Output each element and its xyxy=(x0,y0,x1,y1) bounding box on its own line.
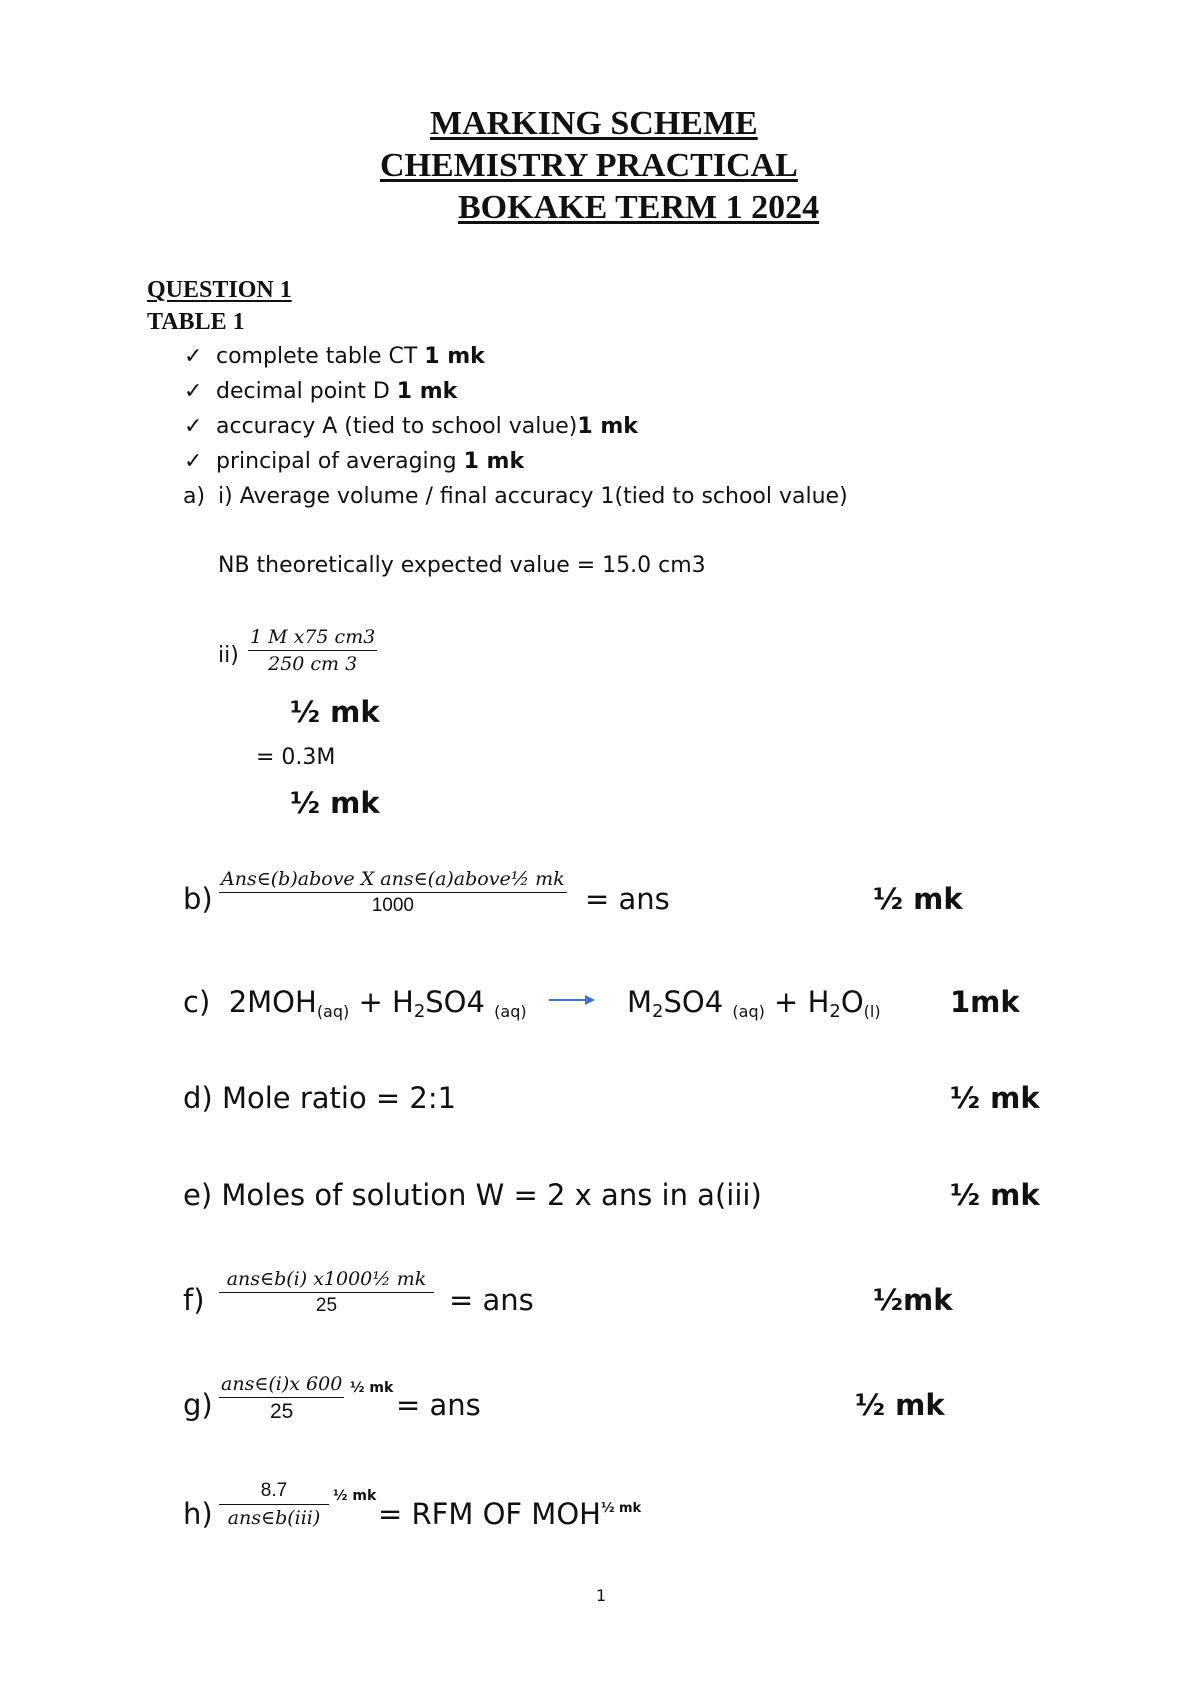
part-g-rhs: = ans xyxy=(396,1388,481,1422)
fraction-denominator: ans∈b(iii) xyxy=(227,1507,321,1529)
question-label: QUESTION 1 xyxy=(147,277,292,303)
part-d-mark: ½ mk xyxy=(950,1081,1040,1115)
fraction-denominator: 250 cm 3 xyxy=(268,653,358,675)
reactants: $2MOH_{(aq)} + H_2SO4$ $_{(aq)}$ xyxy=(228,985,527,1022)
part-b-rhs: = ans xyxy=(585,882,670,916)
part-a-nb: NB theoretically expected value = 15.0 cm3 xyxy=(218,553,706,578)
part-g-fraction xyxy=(219,1373,344,1424)
fraction-denominator: 1000 xyxy=(371,895,414,916)
part-a-label: a) xyxy=(183,484,206,509)
checklist-item: ✓ complete table CT 1 mk xyxy=(184,344,485,369)
fraction-numerator: 8.7 xyxy=(219,1480,329,1505)
part-a-mark-1: ½ mk xyxy=(290,695,380,729)
part-g-inline-mark: ½ mk xyxy=(350,1380,394,1396)
part-b-label: b) xyxy=(183,882,213,916)
part-h-rhs: = RFM OF $MOH^{\frac{1}{2} mk}$ xyxy=(378,1497,642,1531)
part-a-mark-2: ½ mk xyxy=(290,786,380,820)
title-term: BOKAKE TERM 1 2024 xyxy=(458,189,820,226)
checklist-item: ✓ decimal point D 1 mk xyxy=(184,379,458,404)
part-e-mark: ½ mk xyxy=(950,1178,1040,1212)
fraction-numerator: Ans∈(b)above X ans∈(a)above½ mk xyxy=(219,868,567,893)
part-e-text: e) Moles of solution W = 2 x ans in a(iii) xyxy=(183,1178,762,1212)
part-a-ii-label: ii) xyxy=(218,643,239,668)
title-chemistry-practical: CHEMISTRY PRACTICAL xyxy=(380,147,798,184)
part-f-fraction xyxy=(219,1268,434,1317)
part-f-label: f) xyxy=(183,1283,205,1317)
part-g-mark: ½ mk xyxy=(855,1388,945,1422)
checklist-item: ✓ principal of averaging 1 mk xyxy=(184,449,525,474)
part-a-result: = 0.3M xyxy=(256,745,336,770)
fraction-numerator: ans∈b(i) x1000½ mk xyxy=(219,1268,434,1293)
part-c-mark: 1mk xyxy=(950,985,1020,1019)
table-label: TABLE 1 xyxy=(147,309,245,335)
part-a-i: i) Average volume / final accuracy 1(tied to school value) xyxy=(218,484,848,509)
part-h-inline-mark: ½ mk xyxy=(333,1488,377,1504)
checklist-item: ✓ accuracy A (tied to school value)1 mk xyxy=(184,414,638,439)
checkmark-icon: ✓ xyxy=(184,379,203,404)
fraction-denominator: 25 xyxy=(315,1295,338,1316)
fraction-numerator: ans∈(i)x 600 xyxy=(219,1373,344,1398)
products: $M_2SO4$ $_{(aq)} + H_2O_{(l)}$ xyxy=(627,985,881,1022)
part-g-label: g) xyxy=(183,1388,213,1422)
checkmark-icon: ✓ xyxy=(184,344,203,369)
part-a-ii-fraction xyxy=(248,626,377,675)
part-c-equation: c) $2MOH_{(aq)} + H_2SO4$ $_{(aq)}$ xyxy=(183,985,527,1022)
part-d-text: d) Mole ratio = 2:1 xyxy=(183,1081,457,1115)
title-marking-scheme: MARKING SCHEME xyxy=(430,105,758,142)
part-f-mark: ½mk xyxy=(873,1283,953,1317)
part-h-label: h) xyxy=(183,1497,213,1531)
fraction-denominator: 25 xyxy=(269,1400,294,1423)
part-b-fraction xyxy=(219,868,567,917)
checkmark-icon: ✓ xyxy=(184,449,203,474)
part-b-mark: ½ mk xyxy=(873,882,963,916)
part-f-rhs: = ans xyxy=(449,1283,534,1317)
reaction-arrow-icon xyxy=(547,990,597,1010)
fraction-numerator: 1 M x75 cm3 xyxy=(248,626,377,651)
part-h-fraction xyxy=(219,1480,329,1529)
page-number: 1 xyxy=(596,1586,607,1605)
checkmark-icon: ✓ xyxy=(184,414,203,439)
